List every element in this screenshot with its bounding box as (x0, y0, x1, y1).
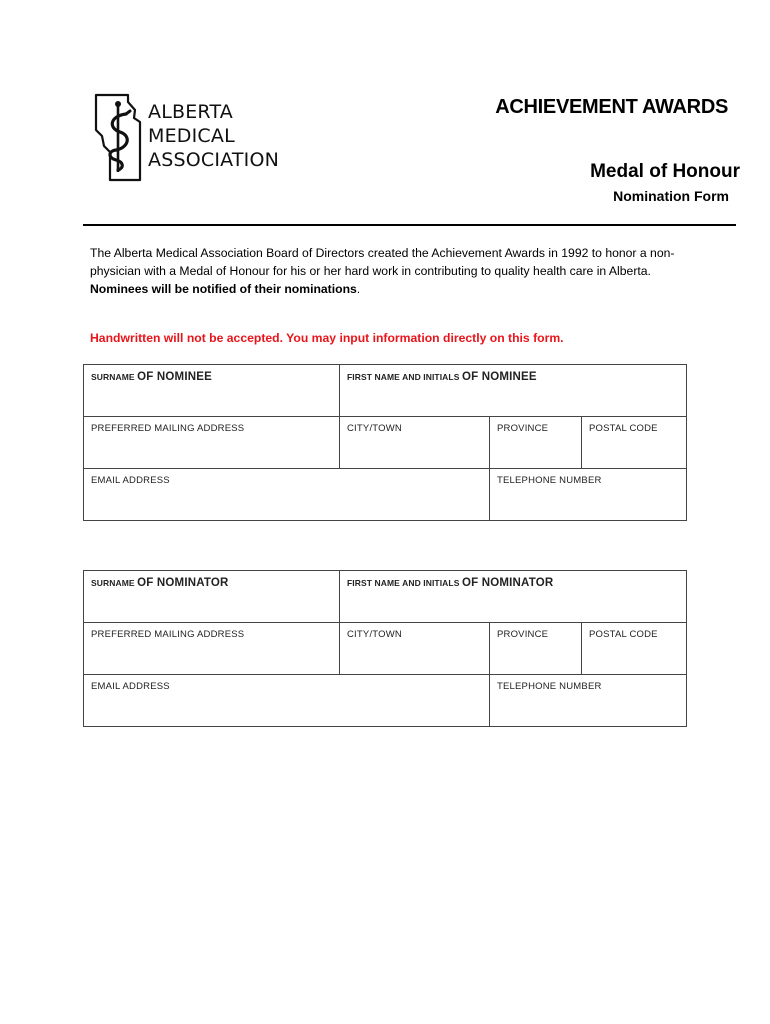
nominator-postal-code-field[interactable] (582, 623, 687, 675)
nominee-first-name-field[interactable] (340, 365, 687, 417)
intro-bold: Nominees will be notified of their nominations (90, 282, 357, 296)
nominee-surname-field[interactable] (84, 365, 340, 417)
nominator-first-name-field[interactable] (340, 571, 687, 623)
nominee-postal-label: POSTAL CODE (589, 423, 658, 434)
nominee-table (83, 364, 687, 521)
nominator-postal-label: POSTAL CODE (589, 629, 658, 640)
nominee-province-label: PROVINCE (497, 423, 549, 434)
nominator-province-label: PROVINCE (497, 629, 549, 640)
intro-paragraph (90, 244, 690, 298)
nominator-phone-label: TELEPHONE NUMBER (497, 681, 602, 692)
logo-wordmark (148, 100, 279, 172)
intro-end: . (356, 282, 361, 296)
nominee-surname-label: SURNAME (91, 372, 138, 382)
nominator-email-label: EMAIL ADDRESS (91, 681, 170, 692)
logo-line-3: ASSOCIATION (148, 149, 280, 171)
nominator-first-name-label-suffix: OF NOMINATOR (461, 577, 554, 589)
nominator-mailing-address-field[interactable] (84, 623, 340, 675)
form-name: Nomination Form (613, 188, 729, 204)
nominee-phone-field[interactable] (490, 469, 687, 521)
nominator-surname-field[interactable] (84, 571, 340, 623)
nominee-surname-label-suffix: OF NOMINEE (137, 371, 212, 383)
nominator-city-field[interactable] (340, 623, 490, 675)
nominee-first-name-label: FIRST NAME AND INITIALS (347, 372, 462, 382)
alberta-caduceus-icon (90, 92, 148, 184)
award-name: Medal of Honour (590, 161, 740, 182)
nominee-province-field[interactable] (490, 417, 582, 469)
intro-text: The Alberta Medical Association Board of Directors created the Achievement Awards in 1992 to honor a non-physician with a Medal of Honour for his or her hard work in contributing to quality health care in Alberta. (90, 246, 675, 278)
nominator-phone-field[interactable] (490, 675, 687, 727)
nominee-postal-code-field[interactable] (582, 417, 687, 469)
nominator-surname-label-suffix: OF NOMINATOR (137, 577, 229, 589)
nominee-first-name-label-suffix: OF NOMINEE (461, 371, 537, 383)
nominator-province-field[interactable] (490, 623, 582, 675)
nominee-mailing-address-field[interactable] (84, 417, 340, 469)
nominee-city-field[interactable] (340, 417, 490, 469)
nominee-mailing-label: PREFERRED MAILING ADDRESS (91, 423, 245, 434)
nominator-surname-label: SURNAME (91, 578, 138, 588)
logo-line-1: ALBERTA (148, 101, 233, 123)
ama-logo (90, 92, 290, 184)
nominee-city-label: CITY/TOWN (347, 423, 402, 434)
nominee-email-field[interactable] (84, 469, 490, 521)
nominator-first-name-label: FIRST NAME AND INITIALS (347, 578, 462, 588)
nominator-city-label: CITY/TOWN (347, 629, 402, 640)
nominator-table (83, 570, 687, 727)
nominator-mailing-label: PREFERRED MAILING ADDRESS (91, 629, 245, 640)
nominator-email-field[interactable] (84, 675, 490, 727)
header-divider (83, 224, 736, 226)
logo-line-2: MEDICAL (148, 125, 235, 147)
nominee-phone-label: TELEPHONE NUMBER (497, 475, 602, 486)
page-title: ACHIEVEMENT AWARDS (495, 96, 728, 118)
handwriting-warning: Handwritten will not be accepted. You may input information directly on this form. (90, 331, 564, 345)
nominee-email-label: EMAIL ADDRESS (91, 475, 170, 486)
